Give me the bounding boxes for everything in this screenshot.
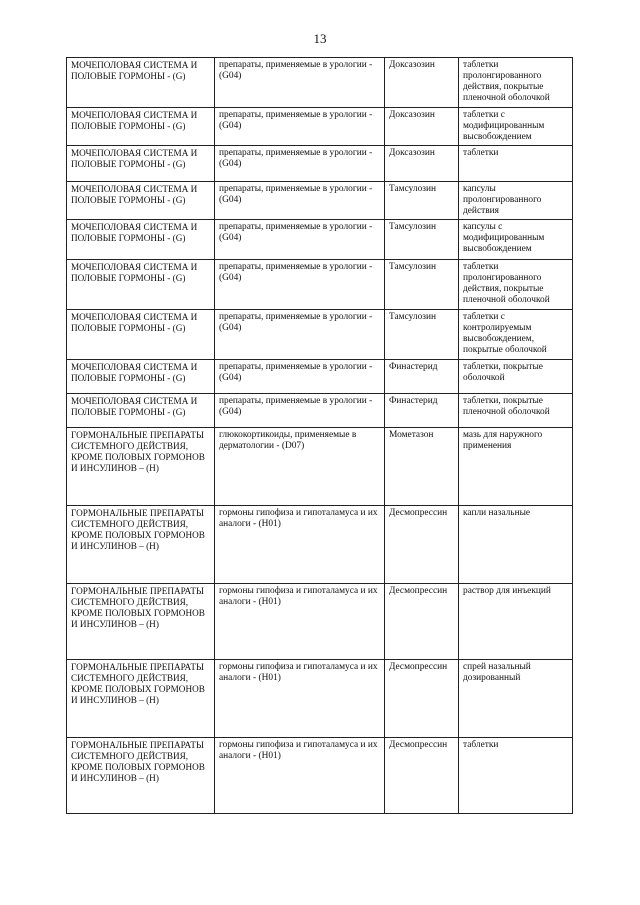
table-row bbox=[67, 360, 573, 394]
dosage-form-cell: капли назальные bbox=[459, 506, 573, 584]
group-cell: препараты, применяемые в урологии - (G04) bbox=[215, 394, 385, 428]
system-cell: ГОРМОНАЛЬНЫЕ ПРЕПАРАТЫ СИСТЕМНОГО ДЕЙСТВИЯ, КРОМЕ ПОЛОВЫХ ГОРМОНОВ И ИНСУЛИНОВ – (H) bbox=[67, 584, 215, 660]
substance-cell: Десмопрессин bbox=[385, 660, 459, 738]
dosage-form-cell: таблетки bbox=[459, 146, 573, 182]
system-cell: МОЧЕПОЛОВАЯ СИСТЕМА И ПОЛОВЫЕ ГОРМОНЫ - (G) bbox=[67, 394, 215, 428]
system-cell: МОЧЕПОЛОВАЯ СИСТЕМА И ПОЛОВЫЕ ГОРМОНЫ - (G) bbox=[67, 310, 215, 360]
group-cell: препараты, применяемые в урологии - (G04) bbox=[215, 58, 385, 108]
table-row bbox=[67, 660, 573, 738]
substance-cell: Тамсулозин bbox=[385, 182, 459, 220]
dosage-form-cell: мазь для наружного применения bbox=[459, 428, 573, 506]
drug-table bbox=[66, 57, 573, 814]
table-row bbox=[67, 584, 573, 660]
group-cell: препараты, применяемые в урологии - (G04) bbox=[215, 182, 385, 220]
table-row bbox=[67, 58, 573, 108]
table-row bbox=[67, 182, 573, 220]
table-row bbox=[67, 738, 573, 814]
dosage-form-cell: капсулы пролонгированного действия bbox=[459, 182, 573, 220]
substance-cell: Тамсулозин bbox=[385, 310, 459, 360]
group-cell: гормоны гипофиза и гипоталамуса и их аналоги - (H01) bbox=[215, 738, 385, 814]
group-cell: препараты, применяемые в урологии - (G04) bbox=[215, 108, 385, 146]
system-cell: ГОРМОНАЛЬНЫЕ ПРЕПАРАТЫ СИСТЕМНОГО ДЕЙСТВИЯ, КРОМЕ ПОЛОВЫХ ГОРМОНОВ И ИНСУЛИНОВ – (H) bbox=[67, 428, 215, 506]
substance-cell: Тамсулозин bbox=[385, 220, 459, 260]
substance-cell: Десмопрессин bbox=[385, 584, 459, 660]
group-cell: гормоны гипофиза и гипоталамуса и их аналоги - (H01) bbox=[215, 506, 385, 584]
table-row bbox=[67, 108, 573, 146]
table-row bbox=[67, 394, 573, 428]
system-cell: МОЧЕПОЛОВАЯ СИСТЕМА И ПОЛОВЫЕ ГОРМОНЫ - (G) bbox=[67, 182, 215, 220]
system-cell: МОЧЕПОЛОВАЯ СИСТЕМА И ПОЛОВЫЕ ГОРМОНЫ - (G) bbox=[67, 260, 215, 310]
system-cell: МОЧЕПОЛОВАЯ СИСТЕМА И ПОЛОВЫЕ ГОРМОНЫ - (G) bbox=[67, 58, 215, 108]
dosage-form-cell: спрей назальный дозированный bbox=[459, 660, 573, 738]
substance-cell: Доксазозин bbox=[385, 58, 459, 108]
substance-cell: Финастерид bbox=[385, 360, 459, 394]
system-cell: ГОРМОНАЛЬНЫЕ ПРЕПАРАТЫ СИСТЕМНОГО ДЕЙСТВИЯ, КРОМЕ ПОЛОВЫХ ГОРМОНОВ И ИНСУЛИНОВ – (H) bbox=[67, 660, 215, 738]
system-cell: МОЧЕПОЛОВАЯ СИСТЕМА И ПОЛОВЫЕ ГОРМОНЫ - (G) bbox=[67, 220, 215, 260]
page-number: 13 bbox=[313, 31, 327, 46]
dosage-form-cell: таблетки с модифицированным высвобождением bbox=[459, 108, 573, 146]
substance-cell: Тамсулозин bbox=[385, 260, 459, 310]
dosage-form-cell: таблетки, покрытые оболочкой bbox=[459, 360, 573, 394]
table-row bbox=[67, 146, 573, 182]
table-row bbox=[67, 310, 573, 360]
substance-cell: Финастерид bbox=[385, 394, 459, 428]
table-row bbox=[67, 506, 573, 584]
substance-cell: Мометазон bbox=[385, 428, 459, 506]
group-cell: препараты, применяемые в урологии - (G04) bbox=[215, 220, 385, 260]
substance-cell: Десмопрессин bbox=[385, 738, 459, 814]
table-row bbox=[67, 220, 573, 260]
dosage-form-cell: таблетки с контролируемым высвобождением, покрытые оболочкой bbox=[459, 310, 573, 360]
group-cell: препараты, применяемые в урологии - (G04) bbox=[215, 360, 385, 394]
group-cell: препараты, применяемые в урологии - (G04) bbox=[215, 146, 385, 182]
system-cell: МОЧЕПОЛОВАЯ СИСТЕМА И ПОЛОВЫЕ ГОРМОНЫ - (G) bbox=[67, 108, 215, 146]
substance-cell: Доксазозин bbox=[385, 146, 459, 182]
group-cell: гормоны гипофиза и гипоталамуса и их аналоги - (H01) bbox=[215, 584, 385, 660]
group-cell: препараты, применяемые в урологии - (G04) bbox=[215, 310, 385, 360]
system-cell: МОЧЕПОЛОВАЯ СИСТЕМА И ПОЛОВЫЕ ГОРМОНЫ - (G) bbox=[67, 146, 215, 182]
dosage-form-cell: таблетки bbox=[459, 738, 573, 814]
system-cell: МОЧЕПОЛОВАЯ СИСТЕМА И ПОЛОВЫЕ ГОРМОНЫ - (G) bbox=[67, 360, 215, 394]
substance-cell: Десмопрессин bbox=[385, 506, 459, 584]
dosage-form-cell: таблетки, покрытые пленочной оболочкой bbox=[459, 394, 573, 428]
table-row bbox=[67, 260, 573, 310]
system-cell: ГОРМОНАЛЬНЫЕ ПРЕПАРАТЫ СИСТЕМНОГО ДЕЙСТВИЯ, КРОМЕ ПОЛОВЫХ ГОРМОНОВ И ИНСУЛИНОВ – (H) bbox=[67, 738, 215, 814]
system-cell: ГОРМОНАЛЬНЫЕ ПРЕПАРАТЫ СИСТЕМНОГО ДЕЙСТВИЯ, КРОМЕ ПОЛОВЫХ ГОРМОНОВ И ИНСУЛИНОВ – (H) bbox=[67, 506, 215, 584]
table-row bbox=[67, 428, 573, 506]
group-cell: препараты, применяемые в урологии - (G04) bbox=[215, 260, 385, 310]
dosage-form-cell: таблетки пролонгированного действия, покрытые пленочной оболочкой bbox=[459, 260, 573, 310]
dosage-form-cell: раствор для инъекций bbox=[459, 584, 573, 660]
drug-table-body bbox=[67, 58, 573, 814]
group-cell: гормоны гипофиза и гипоталамуса и их аналоги - (H01) bbox=[215, 660, 385, 738]
dosage-form-cell: капсулы с модифицированным высвобождением bbox=[459, 220, 573, 260]
dosage-form-cell: таблетки пролонгированного действия, покрытые пленочной оболочкой bbox=[459, 58, 573, 108]
group-cell: глюкокортикоиды, применяемые в дерматологии - (D07) bbox=[215, 428, 385, 506]
substance-cell: Доксазозин bbox=[385, 108, 459, 146]
